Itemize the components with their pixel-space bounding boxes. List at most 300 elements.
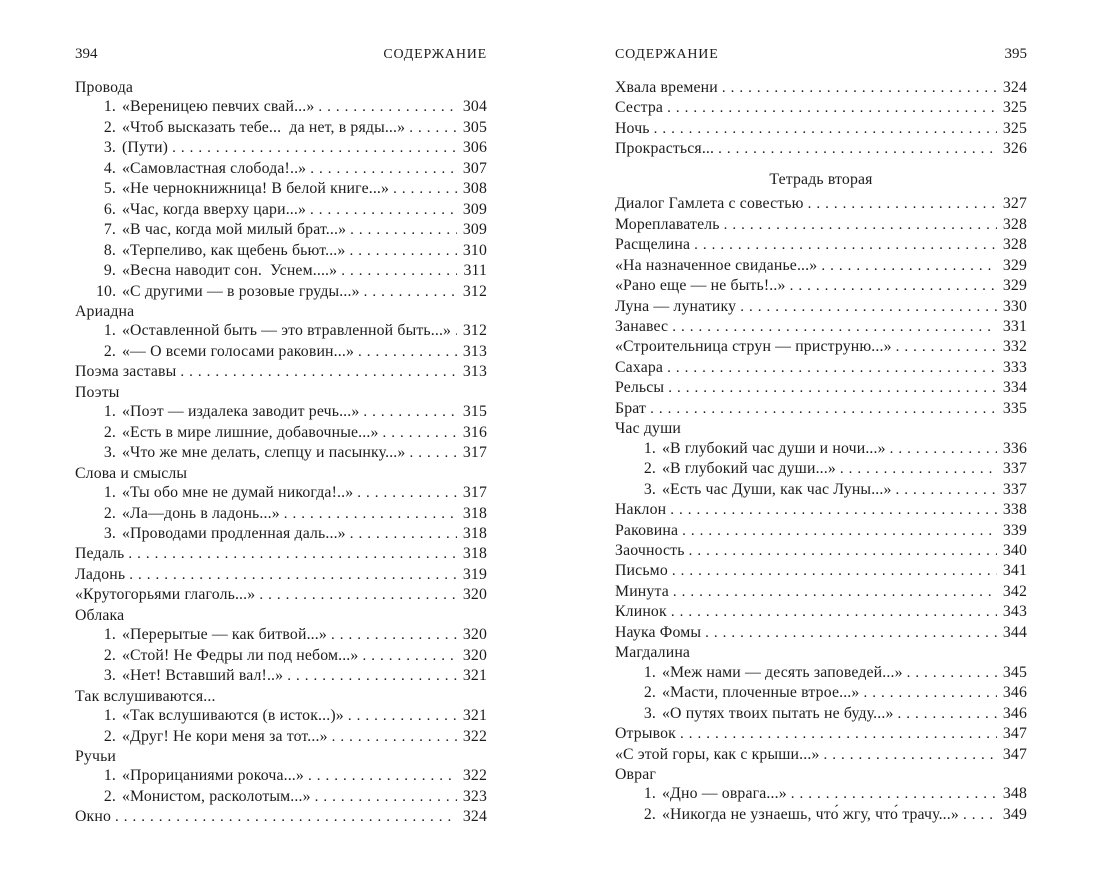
dot-leader — [863, 683, 996, 703]
entry-page-number: 344 — [1002, 623, 1027, 641]
entry-title: Педаль — [75, 545, 125, 563]
entry-page-number: 347 — [1002, 725, 1027, 743]
dot-leader — [349, 241, 456, 261]
dot-leader — [670, 500, 997, 520]
toc-subentry — [75, 97, 487, 117]
toc-entry — [615, 215, 1027, 235]
entry-page-number: 315 — [462, 403, 487, 421]
toc-section-title — [75, 302, 487, 321]
entry-title: «Ты обо мне не думай никогда!..» — [122, 484, 354, 502]
entry-page-number: 312 — [462, 282, 487, 300]
entry-number: 1. — [103, 403, 116, 421]
dot-leader — [667, 98, 997, 118]
entry-title: «Час, когда вверху цари...» — [122, 200, 307, 218]
toc-entry — [615, 139, 1027, 159]
dot-leader — [680, 724, 997, 744]
entry-page-number: 324 — [1002, 79, 1027, 96]
entry-page-number: 349 — [1002, 805, 1027, 823]
dot-leader — [724, 215, 997, 235]
entry-title: «Терпеливо, как щебень бьют...» — [122, 241, 346, 259]
entry-number: 1. — [103, 707, 116, 725]
entry-page-number: 322 — [462, 727, 487, 745]
dot-leader — [672, 317, 997, 337]
entry-page-number: 318 — [462, 524, 487, 542]
entry-title: «Что же мне делать, слепцу и пасынку...» — [122, 444, 406, 462]
entry-title: «С другими — в розовые груды...» — [122, 282, 360, 300]
dot-leader — [341, 261, 457, 281]
toc-subentry — [75, 179, 487, 199]
toc-entry — [615, 561, 1027, 581]
toc-subentry — [75, 666, 487, 686]
entry-page-number: 328 — [1002, 215, 1027, 233]
page-header-left — [75, 46, 487, 63]
entry-title: Заочность — [615, 541, 685, 559]
entry-page-number: 331 — [1002, 317, 1027, 335]
entry-number: 3. — [103, 139, 116, 157]
toc-subentry — [75, 138, 487, 158]
entry-title: «Рано еще — не быть!..» — [615, 277, 786, 295]
entry-title: Луна — лунатику — [615, 297, 737, 315]
entry-page-number: 347 — [1002, 745, 1027, 763]
entry-title: Сахара — [615, 358, 664, 376]
entry-title: Раковина — [615, 521, 679, 539]
entry-number: 1. — [103, 98, 116, 116]
dot-leader — [318, 97, 456, 117]
dot-leader — [128, 544, 456, 564]
toc-section-title — [75, 606, 487, 625]
toc-subentry — [615, 663, 1027, 683]
toc-subentry — [75, 423, 487, 443]
dot-leader — [824, 745, 997, 765]
toc-entry — [615, 623, 1027, 643]
entry-page-number: 317 — [462, 484, 487, 502]
entry-page-number: 321 — [462, 667, 487, 685]
dot-leader — [348, 706, 457, 726]
entry-page-number: 307 — [462, 159, 487, 177]
entry-page-number: 309 — [462, 200, 487, 218]
toc-subentry — [75, 504, 487, 524]
entry-page-number: 310 — [462, 241, 487, 259]
toc-entry — [615, 378, 1027, 398]
dot-leader — [821, 256, 997, 276]
entry-title: «Прорицаниями рокоча...» — [122, 767, 304, 785]
page-header-right — [615, 46, 1027, 63]
dot-leader — [180, 362, 456, 382]
toc-entry — [615, 276, 1027, 296]
dot-leader — [963, 805, 997, 825]
entry-page-number: 330 — [1002, 297, 1027, 315]
dot-leader — [332, 727, 457, 747]
entry-title: «Монистом, расколотым...» — [122, 787, 311, 805]
toc-entry — [615, 500, 1027, 520]
entry-number: 1. — [643, 439, 656, 457]
entry-page-number: 336 — [1002, 439, 1027, 457]
entry-title: «Дно — оврага...» — [662, 785, 787, 803]
toc-subentry — [75, 706, 487, 726]
entry-title: «О путях твоих пытать не буду...» — [662, 704, 894, 722]
entry-title: Наклон — [615, 501, 667, 519]
toc-column-right — [615, 78, 1027, 825]
dot-leader — [840, 459, 997, 479]
entry-page-number: 309 — [462, 221, 487, 239]
entry-page-number: 337 — [1002, 460, 1027, 478]
toc-subentry — [75, 159, 487, 179]
entry-title: «Меж нами — десять заповедей...» — [662, 663, 903, 681]
entry-page-number: 345 — [1002, 663, 1027, 681]
entry-title: «Не чернокнижница! В белой книге...» — [122, 180, 390, 198]
entry-number: 5. — [103, 180, 116, 198]
entry-title: «Масти, плоченные втрое...» — [662, 684, 860, 702]
entry-number: 3. — [643, 480, 656, 498]
dot-leader — [455, 321, 457, 341]
entry-title: (Пути) — [122, 139, 169, 157]
toc-subentry — [75, 261, 487, 281]
section-title-text: Овраг — [615, 765, 657, 783]
dot-leader — [740, 297, 997, 317]
dot-leader — [172, 138, 457, 158]
entry-number: 4. — [103, 159, 116, 177]
entry-page-number: 313 — [462, 363, 487, 381]
entry-title: «Так вслушиваются (в исток...)» — [122, 707, 344, 725]
entry-page-number: 324 — [462, 808, 487, 826]
entry-title: «Есть час Души, как час Луны...» — [662, 480, 892, 498]
entry-page-number: 327 — [1002, 195, 1027, 213]
entry-title: «С этой горы, как с крыши...» — [615, 745, 820, 763]
toc-entry — [75, 544, 487, 564]
entry-page-number: 312 — [462, 322, 487, 340]
entry-page-number: 318 — [462, 504, 487, 522]
dot-leader — [682, 521, 997, 541]
entry-title: Поэма заставы — [75, 363, 177, 381]
toc-subentry — [75, 787, 487, 807]
entry-title: «Весна наводит сон. Уснем....» — [122, 262, 338, 280]
entry-page-number: 311 — [463, 262, 487, 280]
dot-leader — [383, 423, 457, 443]
entry-title: «Строительница струн — приструню...» — [615, 338, 892, 356]
dot-leader — [331, 625, 457, 645]
entry-number: 2. — [103, 118, 116, 136]
entry-title: «Чтоб высказать тебе... да нет, в ряды...» — [122, 118, 406, 136]
entry-title: Клинок — [615, 603, 667, 621]
dot-leader — [898, 704, 997, 724]
dot-leader — [907, 663, 997, 683]
entry-number: 7. — [103, 221, 116, 239]
toc-subentry — [75, 443, 487, 463]
entry-number: 9. — [103, 262, 116, 280]
entry-number: 2. — [643, 460, 656, 478]
toc-entry — [75, 585, 487, 605]
dot-leader — [667, 358, 997, 378]
entry-title: «Самовластная слобода!..» — [122, 159, 307, 177]
toc-subentry — [75, 402, 487, 422]
toc-subentry — [75, 766, 487, 786]
toc-entry — [615, 256, 1027, 276]
entry-page-number: 319 — [462, 565, 487, 583]
entry-number: 10. — [96, 282, 117, 300]
toc-entry — [615, 98, 1027, 118]
entry-title: Сестра — [615, 99, 664, 117]
entry-number: 1. — [103, 767, 116, 785]
toc-subentry — [75, 646, 487, 666]
dot-leader — [357, 483, 457, 503]
entry-title: «Друг! Не кори меня за тот...» — [122, 727, 328, 745]
dot-leader — [705, 623, 997, 643]
entry-title: Брат — [615, 399, 647, 417]
entry-number: 3. — [103, 667, 116, 685]
entry-page-number: 323 — [462, 787, 487, 805]
entry-page-number: 316 — [462, 423, 487, 441]
entry-page-number: 329 — [1002, 256, 1027, 274]
entry-title: Прокрасться... — [615, 140, 715, 158]
entry-page-number: 320 — [462, 626, 487, 644]
dot-leader — [287, 666, 457, 686]
toc-subentry — [615, 439, 1027, 459]
dot-leader — [310, 159, 457, 179]
entry-page-number: 305 — [462, 118, 487, 136]
entry-number: 2. — [643, 684, 656, 702]
entry-title: Отрывок — [615, 725, 676, 743]
page-left — [75, 46, 487, 828]
toc-subentry — [75, 118, 487, 138]
entry-page-number: 326 — [1002, 140, 1027, 158]
dot-leader — [115, 807, 457, 827]
entry-page-number: 332 — [1002, 338, 1027, 356]
entry-page-number: 341 — [1002, 562, 1027, 580]
toc-subentry — [75, 282, 487, 302]
entry-number: 3. — [103, 444, 116, 462]
toc-entry — [615, 235, 1027, 255]
toc-subentry — [615, 459, 1027, 479]
entry-page-number: 322 — [462, 767, 487, 785]
entry-title: Минута — [615, 582, 669, 600]
toc-entry — [615, 745, 1027, 765]
entry-number: 2. — [103, 342, 116, 360]
toc-subentry — [75, 342, 487, 362]
entry-title: Письмо — [615, 562, 668, 580]
entry-page-number: 328 — [1002, 236, 1027, 254]
toc-entry — [615, 399, 1027, 419]
toc-section-title — [615, 765, 1027, 784]
section-title-text: Ручьи — [75, 747, 117, 765]
entry-number: 2. — [103, 646, 116, 664]
toc-entry — [615, 602, 1027, 622]
entry-title: «Крутогорьями глаголь...» — [75, 586, 256, 604]
toc-entry — [615, 358, 1027, 378]
entry-page-number: 337 — [1002, 480, 1027, 498]
folio-number: 394 — [75, 46, 98, 62]
toc-entry — [615, 194, 1027, 214]
toc-entry — [615, 724, 1027, 744]
toc-subentry — [75, 321, 487, 341]
entry-title: «В глубокий час души и ночи...» — [662, 439, 886, 457]
toc-entry — [75, 807, 487, 827]
entry-page-number: 342 — [1002, 582, 1027, 600]
running-title: СОДЕРЖАНИЕ — [615, 47, 719, 62]
toc-subentry — [615, 805, 1027, 825]
entry-title: «Стой! Не Федры ли под небом...» — [122, 646, 359, 664]
dot-leader — [654, 119, 997, 139]
dot-leader — [364, 282, 457, 302]
entry-page-number: 306 — [462, 139, 487, 157]
toc-subentry — [615, 480, 1027, 500]
toc-subentry — [615, 704, 1027, 724]
dot-leader — [671, 602, 997, 622]
entry-number: 2. — [103, 423, 116, 441]
dot-leader — [362, 646, 456, 666]
entry-page-number: 346 — [1002, 704, 1027, 722]
entry-page-number: 321 — [462, 707, 487, 725]
entry-number: 1. — [103, 322, 116, 340]
dot-leader — [668, 378, 997, 398]
dot-leader — [791, 784, 997, 804]
toc-entry — [615, 119, 1027, 139]
entry-title: Ночь — [615, 119, 650, 137]
dot-leader — [358, 342, 457, 362]
dot-leader — [308, 766, 457, 786]
dot-leader — [409, 118, 457, 138]
toc-entry — [75, 362, 487, 382]
dot-leader — [363, 402, 456, 422]
toc-subentry — [75, 625, 487, 645]
toc-subentry — [75, 220, 487, 240]
entry-page-number: 329 — [1002, 277, 1027, 295]
entry-page-number: 318 — [462, 545, 487, 563]
entry-title: Диалог Гамлета с совестью — [615, 195, 804, 213]
toc-entry — [615, 297, 1027, 317]
section-title-text: Облака — [75, 606, 125, 624]
toc-subentry — [615, 784, 1027, 804]
entry-number: 2. — [643, 805, 656, 823]
toc-section-title — [75, 383, 487, 402]
toc-subentry — [615, 683, 1027, 703]
dot-leader — [315, 787, 457, 807]
toc-subentry — [75, 727, 487, 747]
dot-leader — [259, 585, 457, 605]
entry-number: 6. — [103, 200, 116, 218]
entry-title: «Оставленной быть — это втравленной быть...» — [122, 322, 452, 340]
entry-page-number: 335 — [1002, 399, 1027, 417]
section-title-text: Поэты — [75, 383, 120, 401]
entry-page-number: 320 — [462, 586, 487, 604]
dot-leader — [284, 504, 457, 524]
entry-page-number: 304 — [462, 98, 487, 116]
dot-leader — [808, 194, 997, 214]
toc-section-title — [615, 643, 1027, 662]
entry-number: 3. — [103, 524, 116, 542]
toc-subentry — [75, 241, 487, 261]
dot-leader — [694, 235, 997, 255]
toc-entry — [615, 317, 1027, 337]
dot-leader — [350, 524, 457, 544]
entry-title: «На назначенное свиданье...» — [615, 256, 818, 274]
toc-entry — [615, 541, 1027, 561]
running-title: СОДЕРЖАНИЕ — [383, 47, 487, 62]
entry-number: 1. — [643, 663, 656, 681]
dot-leader — [790, 276, 997, 296]
entry-page-number: 325 — [1002, 119, 1027, 137]
dot-leader — [673, 582, 997, 602]
dot-leader — [650, 399, 997, 419]
toc-entry — [75, 565, 487, 585]
entry-title: «В час, когда мой милый брат...» — [122, 221, 347, 239]
entry-page-number: 348 — [1002, 785, 1027, 803]
toc-entry — [615, 521, 1027, 541]
entry-page-number: 320 — [462, 646, 487, 664]
toc-section-title — [615, 419, 1027, 438]
section-title-text: Час души — [615, 420, 681, 438]
entry-number: 1. — [643, 785, 656, 803]
toc-section-title — [75, 687, 487, 706]
entry-title: «Никогда не узнаешь, что́ жгу, что́ трачу...» — [662, 805, 959, 823]
entry-title: Рельсы — [615, 379, 665, 397]
entry-page-number: 325 — [1002, 99, 1027, 117]
entry-number: 2. — [103, 787, 116, 805]
entry-title: «Ла—донь в ладонь...» — [122, 504, 280, 522]
section-title-text: Слова и смыслы — [75, 464, 188, 482]
entry-title: «Перерытые — как битвой...» — [122, 626, 327, 644]
entry-page-number: 308 — [462, 180, 487, 198]
entry-page-number: 334 — [1002, 379, 1027, 397]
entry-page-number: 340 — [1002, 541, 1027, 559]
entry-title: «Поэт — издалека заводит речь...» — [122, 403, 360, 421]
toc-entry — [615, 582, 1027, 602]
dot-leader — [672, 561, 997, 581]
entry-title: «Проводами продленная даль...» — [122, 524, 346, 542]
entry-title: «В глубокий час души...» — [662, 460, 836, 478]
entry-title: «Нет! Вставший вал!..» — [122, 667, 284, 685]
dot-leader — [722, 78, 997, 98]
dot-leader — [409, 443, 456, 463]
toc-column-left — [75, 78, 487, 828]
entry-page-number: 313 — [462, 342, 487, 360]
dot-leader — [718, 139, 997, 159]
toc-subentry — [75, 483, 487, 503]
dot-leader — [310, 200, 457, 220]
notebook-heading: Тетрадь вторая — [769, 170, 873, 188]
dot-leader — [129, 565, 457, 585]
entry-title: «— О всеми голосами раковин...» — [122, 342, 354, 360]
entry-title: Занавес — [615, 317, 669, 335]
toc-entry — [615, 78, 1027, 98]
entry-number: 2. — [103, 504, 116, 522]
dot-leader — [350, 220, 457, 240]
entry-number: 8. — [103, 241, 116, 259]
entry-number: 1. — [103, 484, 116, 502]
section-title-text: Ариадна — [75, 302, 135, 320]
entry-page-number: 333 — [1002, 358, 1027, 376]
page-right — [615, 46, 1027, 828]
toc-subentry — [75, 524, 487, 544]
dot-leader — [393, 179, 457, 199]
entry-title: Хвала времени — [615, 79, 718, 96]
entry-number: 2. — [103, 727, 116, 745]
entry-title: «Есть в мире лишние, добавочные...» — [122, 423, 379, 441]
entry-title: Наука Фомы — [615, 623, 702, 641]
section-title-text: Магдалина — [615, 644, 691, 662]
toc-section-title — [75, 78, 487, 97]
toc-section-title — [75, 464, 487, 483]
dot-leader — [890, 439, 997, 459]
entry-title: Мореплаватель — [615, 215, 720, 233]
section-title-text: Провода — [75, 79, 134, 96]
dot-leader — [896, 337, 997, 357]
entry-title: «Вереницею певчих свай...» — [122, 98, 315, 116]
entry-number: 3. — [643, 704, 656, 722]
folio-number: 395 — [1004, 46, 1027, 62]
entry-title: Ладонь — [75, 565, 126, 583]
toc-subentry — [75, 200, 487, 220]
section-title-text: Так вслушиваются... — [75, 687, 216, 705]
